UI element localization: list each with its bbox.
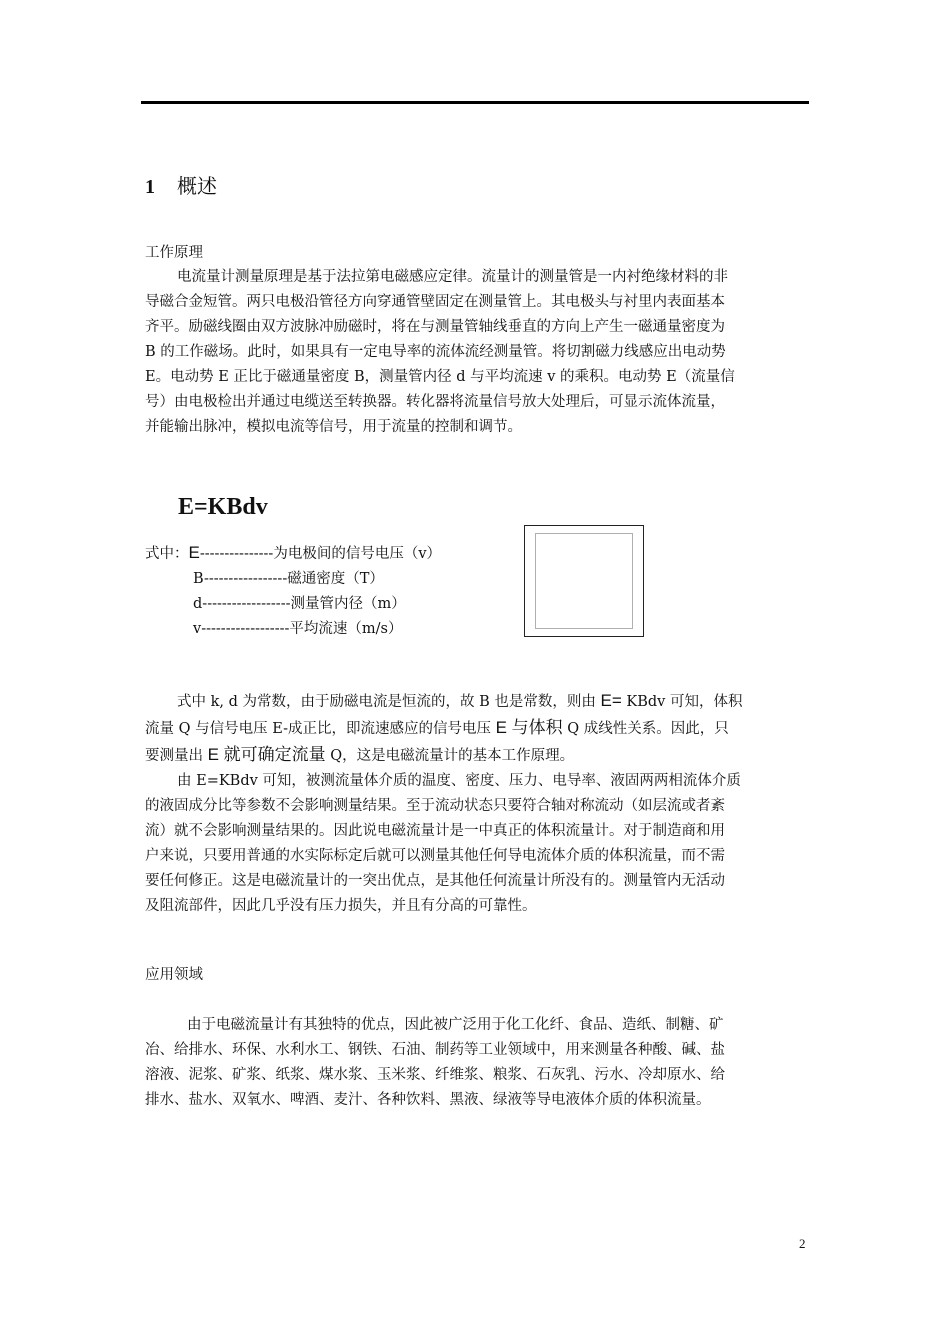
formula: E=KBdv — [178, 494, 268, 520]
section-number: 1 — [145, 176, 155, 198]
text-run: 要测量出 — [145, 748, 208, 764]
text-line — [145, 688, 809, 715]
figure-inner-frame — [535, 533, 633, 629]
text-run: 式中 k, d 为常数，由于励磁电流是恒流的，故 B 也是常数，则由 — [177, 694, 601, 710]
formula-definitions — [145, 540, 441, 642]
text-line: 要任何修正。这是电磁流量计的一突出优点，是其他任何流量计所没有的。测量管内无活动 — [145, 873, 725, 889]
definition-row — [145, 617, 441, 642]
text-line: 冶、给排水、环保、水利水工、钢铁、石油、制药等工业领域中，用来测量各种酸、碱、盐 — [145, 1042, 725, 1058]
text-line: 溶液、泥浆、矿浆、纸浆、煤水浆、玉米浆、纤维浆、粮浆、石灰乳、污水、冷却原水、给 — [145, 1067, 725, 1083]
definition-text: -----------------磁通密度（T） — [203, 571, 384, 587]
text-run: Q，这是电磁流量计的基本工作原理。 — [325, 748, 575, 764]
text-line: 户来说，只要用普通的水实际标定后就可以测量其他任何导电流体介质的体积流量，而不需 — [145, 848, 725, 864]
definition-row — [145, 540, 441, 567]
application-label: 应用领域 — [145, 967, 203, 983]
text-line: 及阻流部件，因此几乎没有压力损失，并且有分高的可靠性。 — [145, 898, 537, 914]
text-run-large: E 与体积 — [495, 718, 563, 737]
definition-symbol: d — [193, 596, 203, 612]
header-rule — [141, 101, 809, 104]
text-line: 并能输出脉冲，模拟电流等信号，用于流量的控制和调节。 — [145, 419, 522, 435]
text-line — [145, 742, 809, 769]
application-paragraph — [145, 1013, 809, 1113]
definition-symbol: B — [193, 571, 204, 587]
definition-row — [145, 592, 441, 617]
principle-label: 工作原理 — [145, 245, 203, 261]
text-line — [145, 715, 809, 742]
definition-text: ------------------平均流速（m/s） — [201, 621, 403, 637]
definition-text: ------------------测量管内径（m） — [202, 596, 406, 612]
definition-symbol: E — [188, 543, 200, 562]
text-line: 由 E=KBdv 可知，被测流量体介质的温度、密度、压力、电导率、液固两两相流体介质 — [177, 773, 741, 789]
text-line: 导磁合金短管。两只电极沿管径方向穿通管壁固定在测量管上。其电极头与衬里内表面基本 — [145, 294, 725, 310]
page-number: 2 — [799, 1236, 806, 1251]
text-line: 的液固成分比等参数不会影响测量结果。至于流动状态只要符合轴对称流动（如层流或者紊 — [145, 798, 725, 814]
figure-placeholder — [524, 525, 644, 637]
text-run-large: E= — [600, 691, 622, 710]
text-run-large: E 就可确定流量 — [207, 745, 326, 764]
text-line: 排水、盐水、双氧水、啤酒、麦汁、各种饮料、黑液、绿液等导电液体介质的体积流量。 — [145, 1092, 711, 1108]
explanation-paragraph — [145, 688, 809, 919]
text-line: 号）由电极检出并通过电缆送至转换器。转化器将流量信号放大处理后，可显示流体流量， — [145, 394, 725, 410]
text-run: KBdv 可知，体积 — [621, 694, 743, 710]
definition-text: ---------------为电极间的信号电压（v） — [199, 546, 442, 562]
text-run: Q 成线性关系。因此，只 — [562, 721, 729, 737]
definition-symbol: v — [193, 621, 202, 637]
text-line: 齐平。励磁线圈由双方波脉冲励磁时，将在与测量管轴线垂直的方向上产生一磁通量密度为 — [145, 319, 725, 335]
text-line: 流）就不会影响测量结果的。因此说电磁流量计是一中真正的体积流量计。对于制造商和用 — [145, 823, 725, 839]
text-line: 由于电磁流量计有其独特的优点，因此被广泛用于化工化纤、食品、造纸、制糖、矿 — [187, 1017, 724, 1033]
section-heading — [145, 172, 217, 201]
definition-prefix: 式中： — [145, 546, 189, 562]
text-run: 流量 Q 与信号电压 E-成正比，即流速感应的信号电压 — [145, 721, 496, 737]
principle-paragraph — [145, 265, 809, 440]
section-title: 概述 — [177, 174, 217, 198]
text-line: E。电动势 E 正比于磁通量密度 B，测量管内径 d 与平均流速 v 的乘积。电动势 E（流量信 — [145, 369, 735, 385]
text-line: 电流量计测量原理是基于法拉第电磁感应定律。流量计的测量管是一内衬绝缘材料的非 — [177, 269, 728, 285]
definition-row — [145, 567, 441, 592]
text-line: B 的工作磁场。此时，如果具有一定电导率的流体流经测量管。将切割磁力线感应出电动势 — [145, 344, 726, 360]
